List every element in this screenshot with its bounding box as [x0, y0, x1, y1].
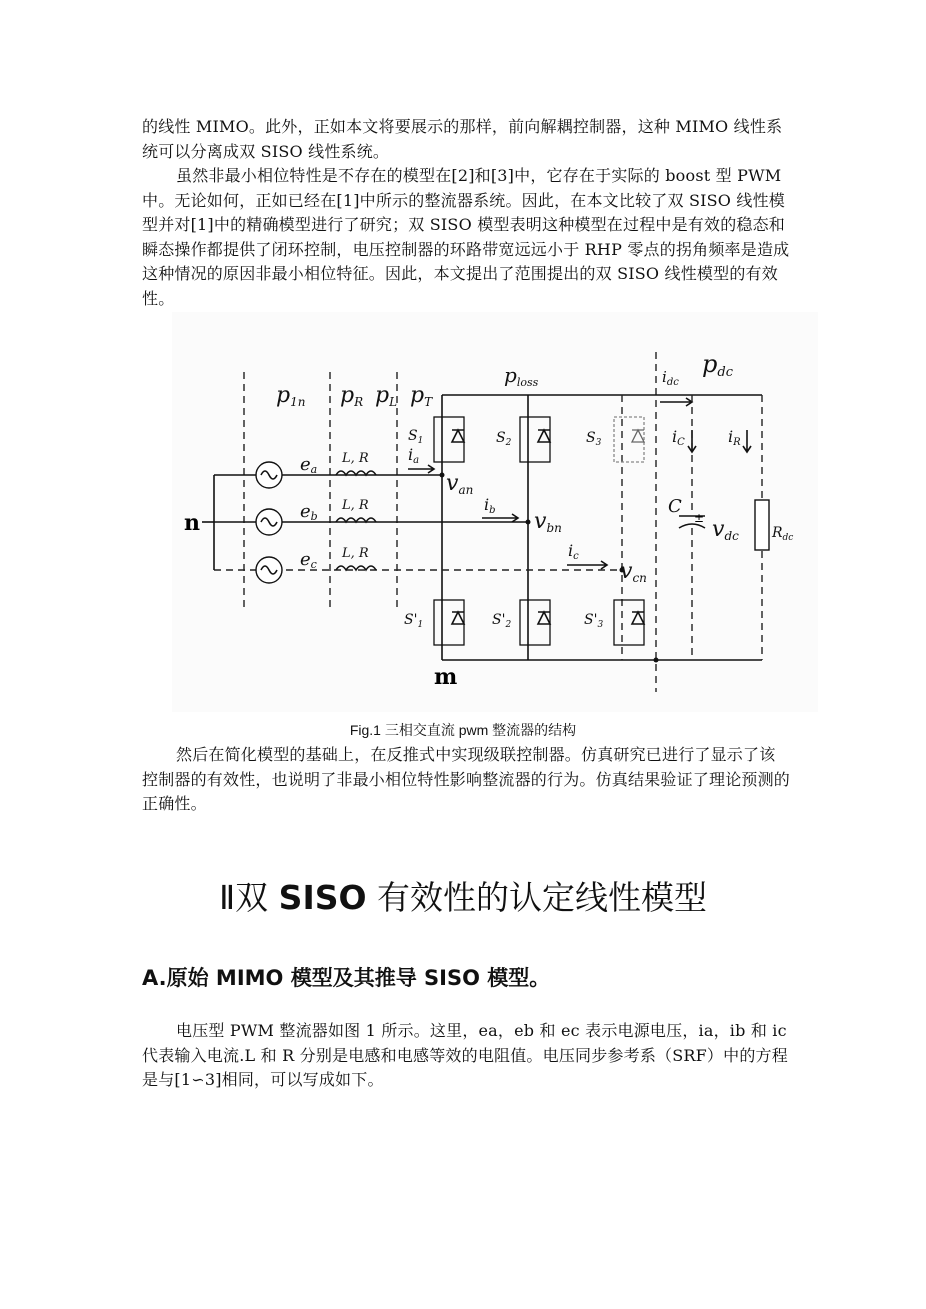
label-lr-b: L, R: [342, 498, 369, 513]
resistor-rdc: [755, 500, 769, 550]
arrow-ic: [567, 561, 607, 569]
paragraph-nonminimum-phase: 虽然非最小相位特性是不存在的模型在[2]和[3]中，它存在于实际的 boost 型 PWM 中。无论如何，正如已经在[1]中所示的整流器系统。因此，在本文比较了双 SISO 线性模型并对[1]中的精确模型进行了研究；双 SISO 模型表明这种模型在过程中是有效的稳态和瞬态操作都提供了闭环控制，电压控制器的环路带宽远远小于 RHP 零点的拐角频率是造成这种情况的原因非最小相位特征。因此，本文提出了范围提出的双 SISO 线性模型的有效性。: [142, 166, 790, 308]
paragraph-intro-continued: 的线性 MIMO。此外，正如本文将要展示的那样，前向解耦控制器，这种 MIMO 线性系统可以分离成双 SISO 线性系统。: [142, 117, 783, 161]
label-van: van: [446, 471, 474, 497]
paragraph-cascade-controller: 然后在简化模型的基础上，在反推式中实现级联控制器。仿真研究已进行了显示了该控制器的有效性，也说明了非最小相位特性影响整流器的行为。仿真结果验证了理论预测的正确性。: [142, 745, 791, 813]
label-i-dc: $i_{dc}$: [662, 368, 679, 388]
label-n: n: [184, 510, 200, 536]
label-s3: $S_3$: [586, 430, 602, 448]
label-eb: eb: [300, 501, 318, 523]
node-a: [440, 473, 445, 478]
label-ia: ia: [408, 445, 420, 466]
label-vbn: vbn: [534, 509, 562, 535]
switch-s3-lower: [614, 600, 644, 645]
source-a: [256, 462, 282, 488]
switch-s1-lower: [434, 600, 464, 645]
source-b: [256, 509, 282, 535]
label-c: C: [668, 496, 682, 517]
label-ic: ic: [568, 541, 579, 562]
label-p-loss: $p_{loss}$: [504, 363, 539, 389]
section-heading: Ⅱ双 SISO 有效性的认定线性模型: [218, 878, 708, 917]
circuit-diagram: [172, 312, 818, 712]
label-p-l: pL: [375, 383, 398, 409]
arrow-ir: [743, 430, 751, 452]
label-s2-prime: $S'_2$: [492, 612, 512, 630]
label-lr-c: L, R: [342, 546, 369, 561]
label-vdc: vdc: [712, 517, 739, 543]
source-c: [256, 557, 282, 583]
label-i-c-cap: iC: [672, 427, 685, 448]
label-rdc: $R_{dc}$: [772, 525, 794, 543]
label-m: m: [434, 664, 458, 690]
label-ib: ib: [484, 495, 496, 516]
label-p-dc: pdc: [702, 350, 733, 380]
switch-s2: [520, 417, 550, 462]
figure-caption: Fig.1 三相交直流 pwm 整流器的结构: [349, 722, 577, 738]
label-plus: ±: [694, 511, 705, 525]
label-p-t: pT: [410, 383, 433, 409]
switch-s1: [434, 417, 464, 462]
label-vcn: vcn: [620, 559, 647, 585]
label-ea: ea: [300, 454, 318, 476]
label-s3-prime: $S'_3$: [584, 612, 604, 630]
subsection-heading: A.原始 MIMO 模型及其推导 SISO 模型。: [142, 966, 551, 990]
label-s1: $S_1$: [408, 428, 424, 446]
switch-s3: [614, 417, 644, 462]
arrow-idc: [660, 398, 692, 406]
label-s1-prime: $S'_1$: [404, 612, 424, 630]
node-m-right: [654, 658, 659, 663]
switch-s2-lower: [520, 600, 550, 645]
label-i-r: iR: [728, 427, 741, 448]
figure-rectifier-circuit: [172, 312, 818, 712]
label-lr-a: L, R: [342, 451, 369, 466]
arrow-ia: [408, 465, 434, 473]
arrow-ib: [482, 514, 518, 522]
node-b: [526, 520, 531, 525]
paragraph-pwm-rectifier: 电压型 PWM 整流器如图 1 所示。这里，ea，eb 和 ec 表示电源电压，ia，ib 和 ic 代表输入电流.L 和 R 分别是电感和电感等效的电阻值。电压同步参考系（SRF）中的方程是与[1∽3]相同，可以写成如下。: [142, 1021, 788, 1089]
label-p-in: p1n: [276, 383, 306, 409]
label-ec: ec: [300, 549, 317, 571]
label-s2: $S_2$: [496, 430, 512, 448]
label-p-r: pR: [340, 383, 364, 409]
